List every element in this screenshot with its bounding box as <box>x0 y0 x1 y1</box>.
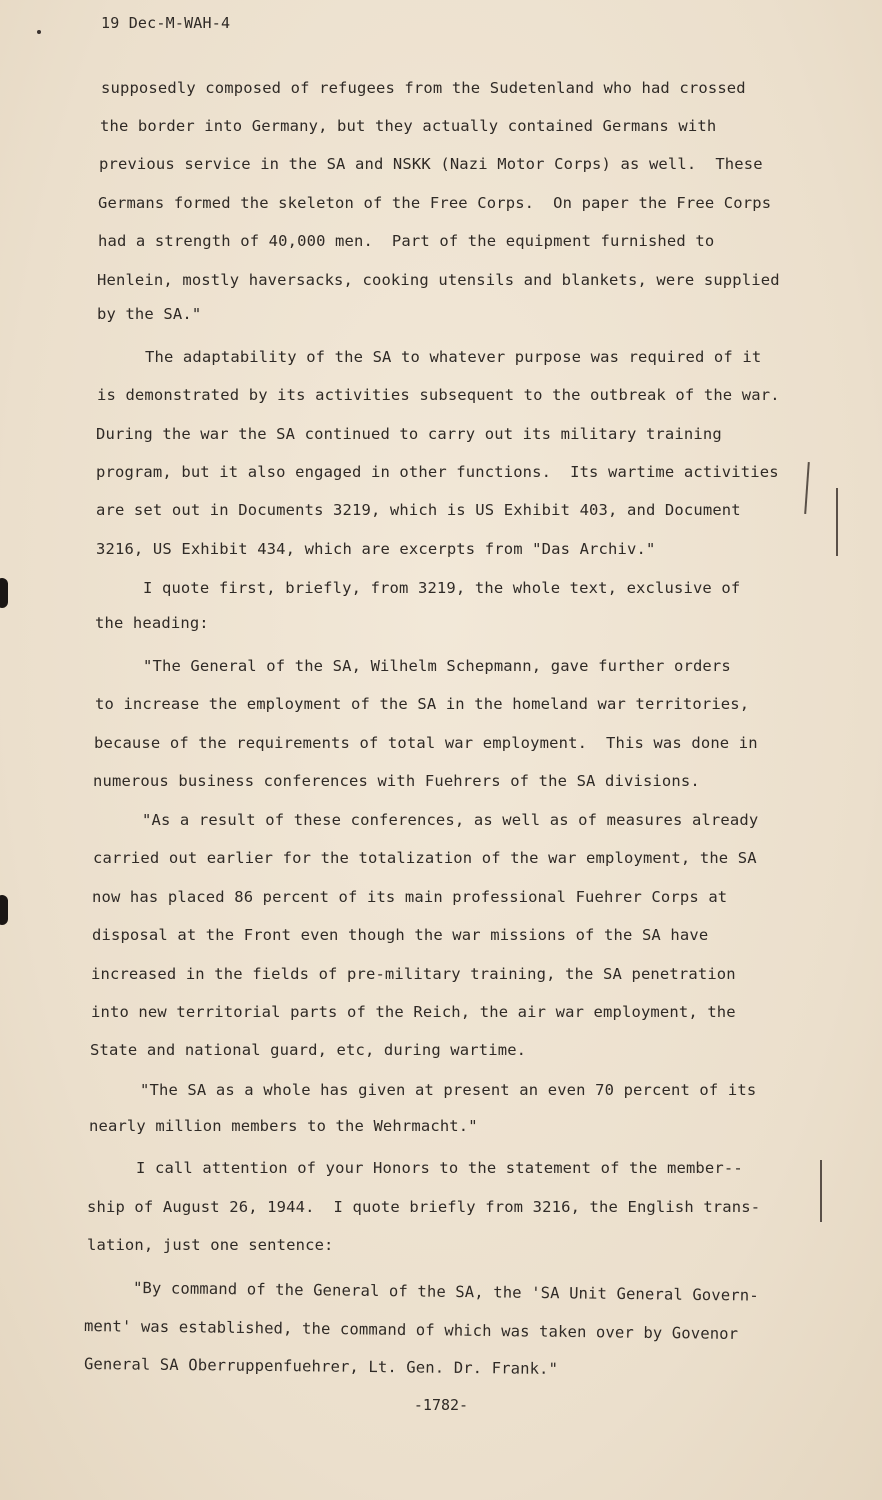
text-line: "By command of the General of the SA, the 'SA Unit General Govern- <box>132 1279 759 1305</box>
text-line: is demonstrated by its activities subsequent to the outbreak of the war. <box>97 386 780 404</box>
page-number: -1782- <box>413 1396 469 1414</box>
text-line: increased in the fields of pre-military training, the SA penetration <box>91 965 736 983</box>
text-line: are set out in Documents 3219, which is US Exhibit 403, and Document <box>96 501 741 519</box>
text-line: 3216, US Exhibit 434, which are excerpts from "Das Archiv." <box>96 540 656 558</box>
text-line: Henlein, mostly haversacks, cooking utensils and blankets, were supplied <box>97 271 780 289</box>
margin-mark <box>820 1160 822 1222</box>
text-line: ship of August 26, 1944. I quote briefly from 3216, the English trans- <box>87 1198 761 1216</box>
text-line: to increase the employment of the SA in the homeland war territories, <box>95 695 750 713</box>
text-line: disposal at the Front even though the war missions of the SA have <box>92 926 709 944</box>
text-line: carried out earlier for the totalization of the war employment, the SA <box>93 849 757 867</box>
text-line: had a strength of 40,000 men. Part of the equipment furnished to <box>98 232 715 250</box>
text-line: The adaptability of the SA to whatever purpose was required of it <box>145 348 762 366</box>
margin-dot <box>37 30 41 34</box>
text-line: nearly million members to the Wehrmacht." <box>89 1117 478 1135</box>
text-line: the heading: <box>95 614 209 632</box>
text-line: into new territorial parts of the Reich, the air war employment, the <box>91 1003 736 1021</box>
punch-hole <box>0 578 8 608</box>
text-line: Germans formed the skeleton of the Free Corps. On paper the Free Corps <box>98 194 772 212</box>
text-line: supposedly composed of refugees from the Sudetenland who had crossed <box>101 79 746 97</box>
text-line: "The SA as a whole has given at present an even 70 percent of its <box>140 1081 757 1099</box>
text-line: by the SA." <box>97 305 202 323</box>
text-line: "The General of the SA, Wilhelm Schepmann, gave further orders <box>143 657 731 675</box>
text-line: "As a result of these conferences, as well as of measures already <box>142 811 759 829</box>
text-line: During the war the SA continued to carry out its military training <box>96 425 722 443</box>
text-line: the border into Germany, but they actually contained Germans with <box>100 117 717 135</box>
text-line: previous service in the SA and NSKK (Nazi Motor Corps) as well. These <box>99 155 763 173</box>
text-line: ment' was established, the command of which was taken over by Govenor <box>83 1317 739 1343</box>
margin-mark <box>804 462 810 514</box>
text-line: now has placed 86 percent of its main professional Fuehrer Corps at <box>92 888 728 906</box>
page-header: 19 Dec-M-WAH-4 <box>101 14 231 32</box>
margin-mark <box>836 488 838 556</box>
punch-hole <box>0 895 8 925</box>
text-line: lation, just one sentence: <box>87 1236 334 1254</box>
text-line: I call attention of your Honors to the statement of the member-- <box>136 1159 743 1177</box>
text-line: State and national guard, etc, during wartime. <box>90 1041 527 1059</box>
text-line: program, but it also engaged in other functions. Its wartime activities <box>96 463 779 481</box>
text-line: numerous business conferences with Fuehrers of the SA divisions. <box>93 772 700 790</box>
text-line: because of the requirements of total war employment. This was done in <box>94 734 758 752</box>
text-line: I quote first, briefly, from 3219, the whole text, exclusive of <box>143 579 741 597</box>
text-line: General SA Oberruppenfuehrer, Lt. Gen. Dr. Frank." <box>83 1355 559 1378</box>
